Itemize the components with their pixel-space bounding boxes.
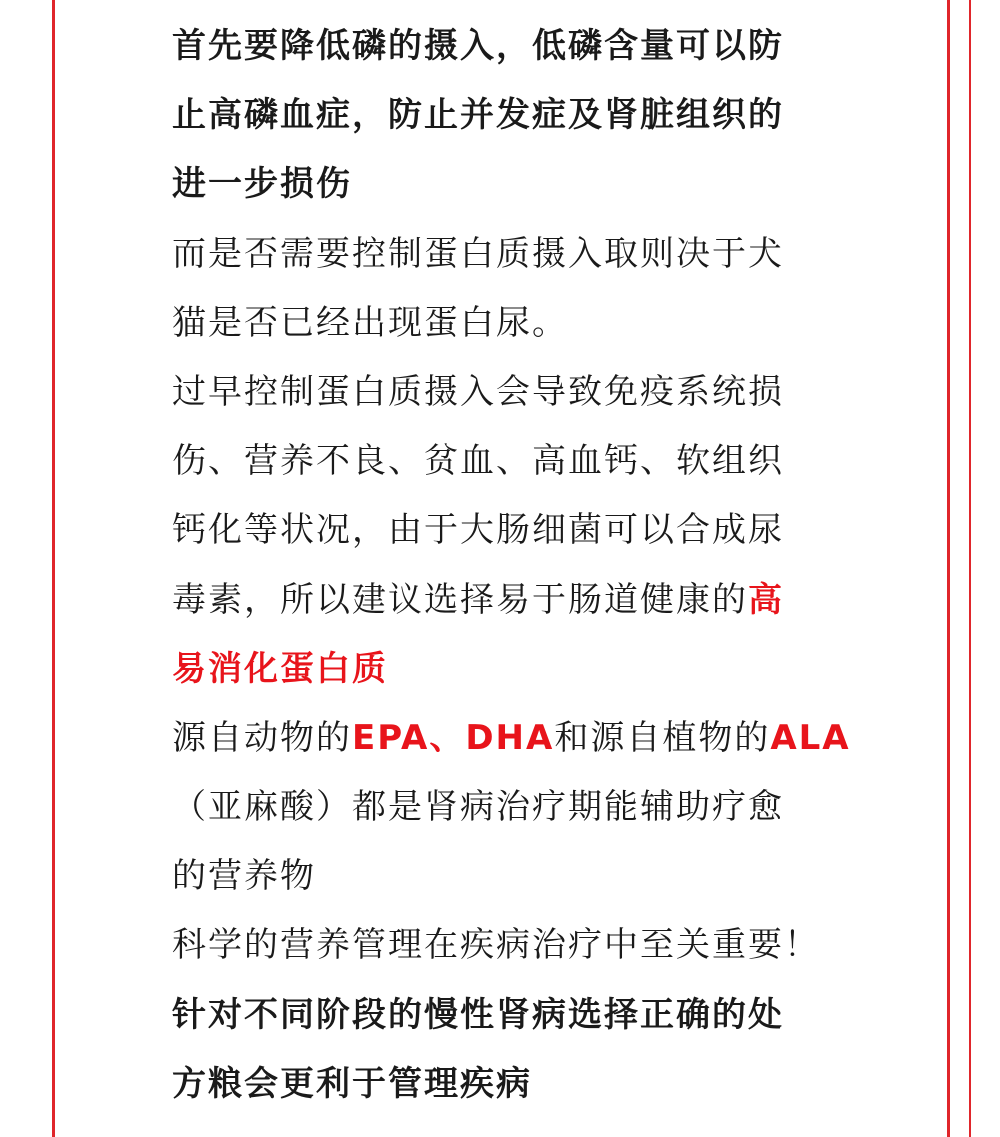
text-line [172,981,892,1050]
text-line [172,289,892,358]
text-line [172,12,892,81]
text-segment: 源自动物的 [172,717,352,758]
text-line [172,911,892,980]
text-segment: 毒素，所以建议选择易于肠道健康的 [172,579,748,620]
text-segment: 科学的营养管理在疾病治疗中至关重要！ [172,925,820,966]
text-line [172,1050,892,1119]
text-segment: 过早控制蛋白质摄入会导致免疫系统损 [172,371,784,412]
text-segment: 首先要降低磷的摄入，低磷含量可以防 [172,26,784,66]
left-border-line [52,0,55,1137]
highlighted-text: 易消化蛋白质 [172,648,388,689]
text-segment: 针对不同阶段的慢性肾病选择正确的处 [172,994,784,1035]
text-line [172,842,892,911]
text-line [172,704,892,773]
highlighted-text: 高 [748,579,784,620]
right-inner-border-line [947,0,950,1137]
text-line [172,358,892,427]
text-segment: 猫是否已经出现蛋白尿。 [172,302,568,343]
text-segment: 和源自植物的 [554,717,771,758]
text-segment: 方粮会更利于管理疾病 [172,1063,532,1104]
text-line [172,635,892,704]
highlighted-text: ALA [770,717,851,758]
text-line [172,496,892,565]
text-segment: （亚麻酸）都是肾病治疗期能辅助疗愈 [172,787,784,828]
right-outer-border-line [969,0,971,1137]
text-line [172,81,892,150]
text-segment: 的营养物 [172,856,316,897]
text-segment: 钙化等状况，由于大肠细菌可以合成尿 [172,510,784,551]
highlighted-text: EPA、DHA [352,717,555,758]
text-line [172,773,892,842]
text-segment: 进一步损伤 [172,164,352,205]
text-line [172,150,892,219]
text-line [172,566,892,635]
text-segment: 伤、营养不良、贫血、高血钙、软组织 [172,441,784,482]
text-line [172,427,892,496]
text-segment: 止高磷血症，防止并发症及肾脏组织的 [172,95,784,136]
article-text-block [172,12,892,1119]
text-segment: 而是否需要控制蛋白质摄入取则决于犬 [172,233,784,274]
text-line [172,220,892,289]
